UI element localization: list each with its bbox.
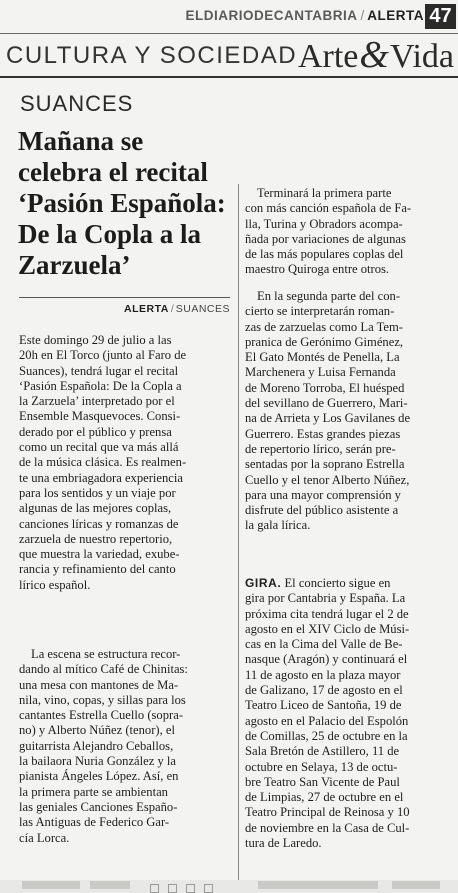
body-line: para los sentidos y un viaje por	[19, 485, 176, 500]
body-line: La escena se estructura recor-	[31, 647, 181, 661]
body-line: nasque (Aragón) y continuará el	[245, 652, 408, 667]
headline-line: Zarzuela’	[18, 250, 131, 280]
headline-line: celebra el recital	[18, 157, 208, 187]
body-line: la Zarzuela’ interpretado por el	[19, 394, 175, 409]
supplement-title-part2: Vida	[389, 38, 454, 75]
body-line: cierto se interpretarán roman-	[245, 304, 395, 319]
body-line: rancia y refinamiento del canto	[19, 562, 176, 577]
body-line: lírico español.	[19, 577, 91, 592]
body-line: El Gato Montés de Penella, La	[245, 350, 400, 365]
article-kicker: SUANCES	[20, 91, 134, 116]
section-title: CULTURA Y SOCIEDAD	[6, 42, 298, 69]
body-line: nila, vino, copas, y sillas para los	[19, 692, 186, 707]
body-line: Este domingo 29 de julio a las	[19, 333, 172, 347]
headline-line: De la Copla a la	[18, 219, 202, 249]
body-line: como un recital que va más allá	[19, 440, 179, 455]
body-line: no) y Alberto Núñez (tenor), el	[19, 723, 175, 738]
body-line: Suances), tendrá lugar el recital	[19, 363, 179, 378]
body-line: la primera parte se ambientan	[19, 784, 168, 799]
body-line: Teatro Liceo de Santoña, 19 de	[245, 698, 402, 713]
body-line: En la segunda parte del con-	[257, 289, 401, 303]
body-line: cantantes Estrella Cuello (sopra-	[19, 708, 184, 723]
body-line: de noviembre en la Casa de Cul-	[245, 820, 410, 835]
body-line: las geniales Canciones Españo-	[19, 799, 178, 814]
headline-line: ‘Pasión Española:	[18, 188, 226, 218]
cut-off-icon	[186, 884, 195, 893]
body-line: te una embriagadora experiencia	[19, 470, 183, 485]
body-paragraph	[19, 333, 232, 593]
site-name: ELDIARIODECANTABRIA	[185, 8, 358, 23]
body-line: cía Lorca.	[19, 830, 70, 845]
masthead	[0, 0, 458, 78]
body-line: de Galizano, 17 de agosto en el	[245, 683, 403, 698]
body-line: Guerrero. Estas grandes piezas	[245, 426, 401, 441]
body-paragraph	[245, 289, 458, 534]
supplement-title-part1: Arte	[297, 38, 359, 75]
body-line: Marchenera y Luisa Fernanda	[245, 365, 396, 380]
body-line: 11 de agosto en la plaza mayor	[245, 667, 401, 682]
article-byline	[19, 302, 230, 316]
body-line: próxima cita tendrá lugar el 2 de	[245, 606, 409, 621]
body-line: cas en la Cima del Valle de Be-	[245, 637, 403, 652]
body-line: de Moreno Torroba, El huésped	[245, 380, 405, 395]
cut-off-icon	[150, 884, 159, 893]
body-line: de repertorio lírico, serán pre-	[245, 441, 396, 456]
body-line	[245, 576, 458, 591]
body-line: ‘Pasión Española: De la Copla a	[19, 378, 182, 393]
body-line: lla, Turina y Obradors acompa-	[245, 216, 403, 231]
byline-separator: /	[170, 303, 174, 315]
body-line: que muestra la variedad, exube-	[19, 547, 180, 562]
byline-location: SUANCES	[175, 303, 230, 315]
body-line-text: El concierto sigue en	[281, 576, 391, 590]
paragraph-lead-in: GIRA.	[245, 576, 282, 590]
body-line: la bailaora Nuria González y la	[19, 754, 176, 769]
body-line: ñada por variaciones de algunas	[245, 231, 406, 246]
body-line: agosto en el Palacio del Espolón	[245, 713, 409, 728]
byline-rule	[19, 297, 230, 298]
body-line: Cuello y el tenor Alberto Núñez,	[245, 472, 410, 487]
body-paragraph	[245, 186, 458, 278]
body-line: algunas de las mejores coplas,	[19, 501, 172, 516]
newspaper-brand: ALERTA	[367, 8, 424, 23]
body-line: pianista Ángeles López. Así, en	[19, 769, 179, 784]
supplement-title	[298, 34, 454, 78]
body-line: las Antiguas de Federico Gar-	[19, 815, 170, 830]
body-line: de Comillas, 25 de octubre en la	[245, 728, 408, 743]
body-line: guitarrista Alejandro Ceballos,	[19, 738, 174, 753]
body-line: na de Arrieta y Los Gavilanes de	[245, 411, 411, 426]
masthead-topline	[0, 5, 424, 27]
cut-off-text-fragment	[258, 881, 378, 889]
body-line: Sala Bretón de Astillero, 11 de	[245, 744, 400, 759]
headline-line: Mañana se	[18, 126, 144, 156]
body-line: zas de zarzuelas como La Tem-	[245, 319, 403, 334]
body-line: la gala lírica.	[245, 518, 311, 533]
body-line: de Limpias, 27 de octubre en el	[245, 790, 404, 805]
body-line: de la música clásica. Es realmen-	[19, 455, 187, 470]
body-line: 20h en El Torco (junto al Faro de	[19, 348, 187, 363]
cut-off-text-fragment	[90, 881, 130, 889]
cut-off-text-fragment	[22, 881, 80, 889]
cut-off-icon	[168, 884, 177, 893]
body-line: del sevillano de Guerrero, Mari-	[245, 396, 408, 411]
body-line: para una mayor comprensión y	[245, 487, 401, 502]
supplement-ampersand: &	[359, 34, 389, 76]
body-line: dando al mítico Café de Chinitas:	[19, 662, 188, 677]
byline-author: ALERTA	[124, 303, 169, 315]
cut-off-icon	[204, 884, 213, 893]
body-line: gira por Cantabria y España. La	[245, 591, 406, 606]
body-line: de las más populares coplas del	[245, 247, 404, 262]
body-line: agosto en el XIV Ciclo de Músi-	[245, 621, 410, 636]
page-number: 47	[425, 4, 456, 29]
body-line: zarzuela de nuestro repertorio,	[19, 531, 173, 546]
body-line: Ensemble Masquevoces. Consi-	[19, 409, 181, 424]
body-line: bre Teatro San Vicente de Paul	[245, 774, 400, 789]
body-line: Terminará la primera parte	[257, 186, 392, 200]
cut-off-text-fragment	[392, 881, 440, 889]
column-divider	[238, 184, 239, 884]
section-rule	[0, 76, 458, 78]
body-line: sentadas por la soprano Estrella	[245, 457, 405, 472]
body-paragraph	[19, 647, 232, 846]
body-line: Teatro Principal de Reinosa y 10	[245, 805, 410, 820]
body-line: maestro Quiroga entre otros.	[245, 262, 390, 277]
body-line: con más canción española de Fa-	[245, 201, 412, 216]
body-line: octubre en Selaya, 13 de octu-	[245, 759, 398, 774]
body-paragraph-gira	[245, 576, 458, 851]
body-line: disfrute del público asistente a	[245, 503, 399, 518]
body-line: una mesa con mantones de Ma-	[19, 677, 179, 692]
body-line: canciones líricas y romanzas de	[19, 516, 179, 531]
body-line: tura de Laredo.	[245, 836, 322, 851]
masthead-separator: /	[360, 8, 365, 23]
body-line: derado por el público y prensa	[19, 424, 172, 439]
article-headline	[18, 126, 248, 281]
body-line: pranica de Gerónimo Giménez,	[245, 334, 404, 349]
